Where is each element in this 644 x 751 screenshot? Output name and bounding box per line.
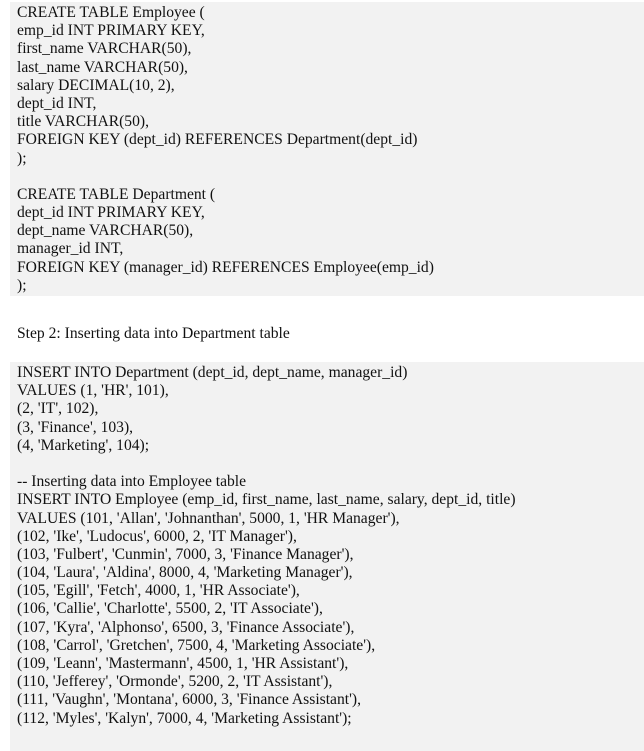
code-line: ); xyxy=(17,149,27,167)
code-line: first_name VARCHAR(50), xyxy=(17,40,192,58)
code-line: manager_id INT, xyxy=(17,240,124,258)
code-line: dept_id INT PRIMARY KEY, xyxy=(17,204,205,222)
code-line: (3, 'Finance', 103), xyxy=(17,418,134,436)
code-line: (108, 'Carrol', 'Gretchen', 7500, 4, 'Marketing Associate'), xyxy=(17,636,376,654)
code-line: CREATE TABLE Department ( xyxy=(17,185,216,203)
code-line: (105, 'Egill', 'Fetch', 4000, 1, 'HR Associate'), xyxy=(17,582,300,600)
code-line: emp_id INT PRIMARY KEY, xyxy=(17,22,205,40)
create-tables-code-block xyxy=(10,2,644,296)
step2-heading: Step 2: Inserting data into Department table xyxy=(17,325,290,342)
code-line: INSERT INTO Employee (emp_id, first_name, last_name, salary, dept_id, title) xyxy=(17,491,516,509)
code-line: last_name VARCHAR(50), xyxy=(17,58,188,76)
code-line: dept_name VARCHAR(50), xyxy=(17,222,194,240)
code-line: (109, 'Leann', 'Mastermann', 4500, 1, 'HR Assistant'), xyxy=(17,655,349,672)
code-line: CREATE TABLE Employee ( xyxy=(17,4,205,21)
code-comment: -- Inserting data into Employee table xyxy=(17,473,247,491)
code-line: (112, 'Myles', 'Kalyn', 7000, 4, 'Marketing Assistant'); xyxy=(17,709,352,727)
code-line: (106, 'Callie', 'Charlotte', 5500, 2, 'IT Associate'), xyxy=(17,600,323,618)
code-line: FOREIGN KEY (manager_id) REFERENCES Employee(emp_id) xyxy=(17,258,434,276)
code-line: INSERT INTO Department (dept_id, dept_name, manager_id) xyxy=(17,364,408,381)
code-line: (103, 'Fulbert', 'Cunmin', 7000, 3, 'Finance Manager'), xyxy=(17,545,354,563)
blank-line xyxy=(17,168,644,186)
code-line: (4, 'Marketing', 104); xyxy=(17,436,150,454)
code-line: salary DECIMAL(10, 2), xyxy=(17,76,175,94)
code-line: FOREIGN KEY (dept_id) REFERENCES Department(dept_id) xyxy=(17,131,418,149)
code-line: dept_id INT, xyxy=(17,94,97,112)
code-line: (107, 'Kyra', 'Alphonso', 6500, 3, 'Finance Associate'), xyxy=(17,618,355,636)
code-line: title VARCHAR(50), xyxy=(17,113,149,131)
code-line: (2, 'IT', 102), xyxy=(17,400,99,418)
code-line: (111, 'Vaughn', 'Montana', 6000, 3, 'Finance Assistant'), xyxy=(17,691,361,709)
code-line: (102, 'Ike', 'Ludocus', 6000, 2, 'IT Manager'), xyxy=(17,527,297,545)
code-line: VALUES (1, 'HR', 101), xyxy=(17,382,169,400)
code-line: (110, 'Jefferey', 'Ormonde', 5200, 2, 'IT Assistant'), xyxy=(17,673,333,691)
code-line: (104, 'Laura', 'Aldina', 8000, 4, 'Marketing Manager'), xyxy=(17,564,353,582)
blank-line xyxy=(17,455,644,473)
code-line: ); xyxy=(17,276,27,294)
insert-data-code-block xyxy=(10,362,644,751)
code-line: VALUES (101, 'Allan', 'Johnanthan', 5000, 1, 'HR Manager'), xyxy=(17,509,400,527)
